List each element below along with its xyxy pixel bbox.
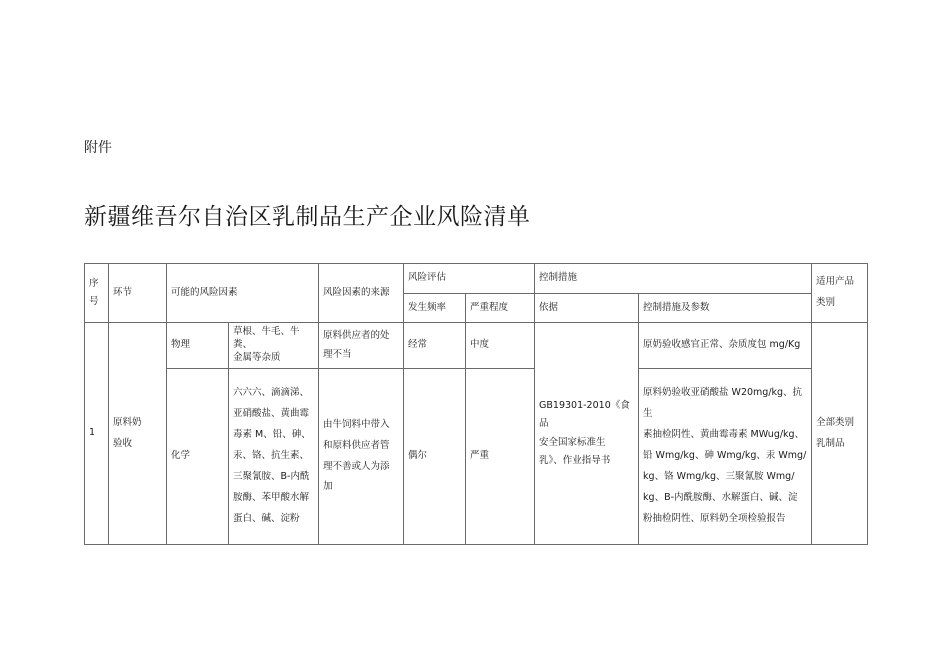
cell-chemical-source: 由牛饲料中带入 和原料供应者管 理不善或人为添 加 (319, 369, 404, 545)
header-seq: 序 号 (85, 264, 109, 323)
cell-physical-severity: 中度 (466, 323, 535, 369)
header-stage: 环节 (109, 264, 167, 323)
header-measures: 控制措施及参数 (639, 294, 812, 323)
header-source: 风险因素的来源 (319, 264, 404, 323)
cell-chemical-severity: 严重 (466, 369, 535, 545)
cell-physical-source: 原料供应者的处 理不当 (319, 323, 404, 369)
table-row-chemical (85, 369, 868, 545)
cell-physical-measures: 原奶验收感官正常、杂质度包 mg/Kg (639, 323, 812, 369)
attachment-label: 附件 (84, 140, 112, 156)
cell-chemical-measures: 原料奶验收亚硝酸盐 W20mg/kg、抗生 素抽检阴性、黄曲霉毒素 MWug/kg、 铅 Wmg/kg、砷 Wmg/kg、汞 Wmg/ kg、铬 Wmg/kg、三聚氰胺 Wmg/ kg、B-内酰胺酶、水解蛋白、碱、淀 粉抽检阴性、原料奶全项检验报告 (639, 369, 812, 545)
cell-physical-factors: 草根、牛毛、牛 粪、 金属等杂质 (229, 323, 319, 369)
risk-table (84, 263, 868, 545)
cell-basis: GB19301-2010《食品 安全国家标准生 乳》、作业指导书 (535, 323, 639, 545)
cell-stage: 原料奶 验收 (109, 323, 167, 545)
table-row-physical (85, 323, 868, 369)
table-header-row (85, 264, 868, 294)
document-title: 新疆维吾尔自治区乳制品生产企业风险清单 (84, 204, 531, 230)
cell-seq: 1 (85, 323, 109, 545)
header-factors: 可能的风险因素 (167, 264, 319, 323)
cell-physical-type: 物理 (167, 323, 229, 369)
cell-chemical-factors: 六六六、滴滴涕、 亚硝酸盐、黄曲霉 毒素 M、铅、砷、 汞、铬、抗生素、 三聚氰胺、B-内酰 胺酶、苯甲酸水解 蛋白、碱、淀粉 (229, 369, 319, 545)
header-frequency: 发生频率 (404, 294, 466, 323)
cell-chemical-type: 化学 (167, 369, 229, 545)
cell-category: 全部类别 乳制品 (812, 323, 868, 545)
cell-chemical-frequency: 偶尔 (404, 369, 466, 545)
header-category: 适用产品 类别 (812, 264, 868, 323)
header-control: 控制措施 (535, 264, 812, 294)
header-basis: 依据 (535, 294, 639, 323)
cell-physical-frequency: 经常 (404, 323, 466, 369)
header-assessment: 风险评估 (404, 264, 535, 294)
header-severity: 严重程度 (466, 294, 535, 323)
